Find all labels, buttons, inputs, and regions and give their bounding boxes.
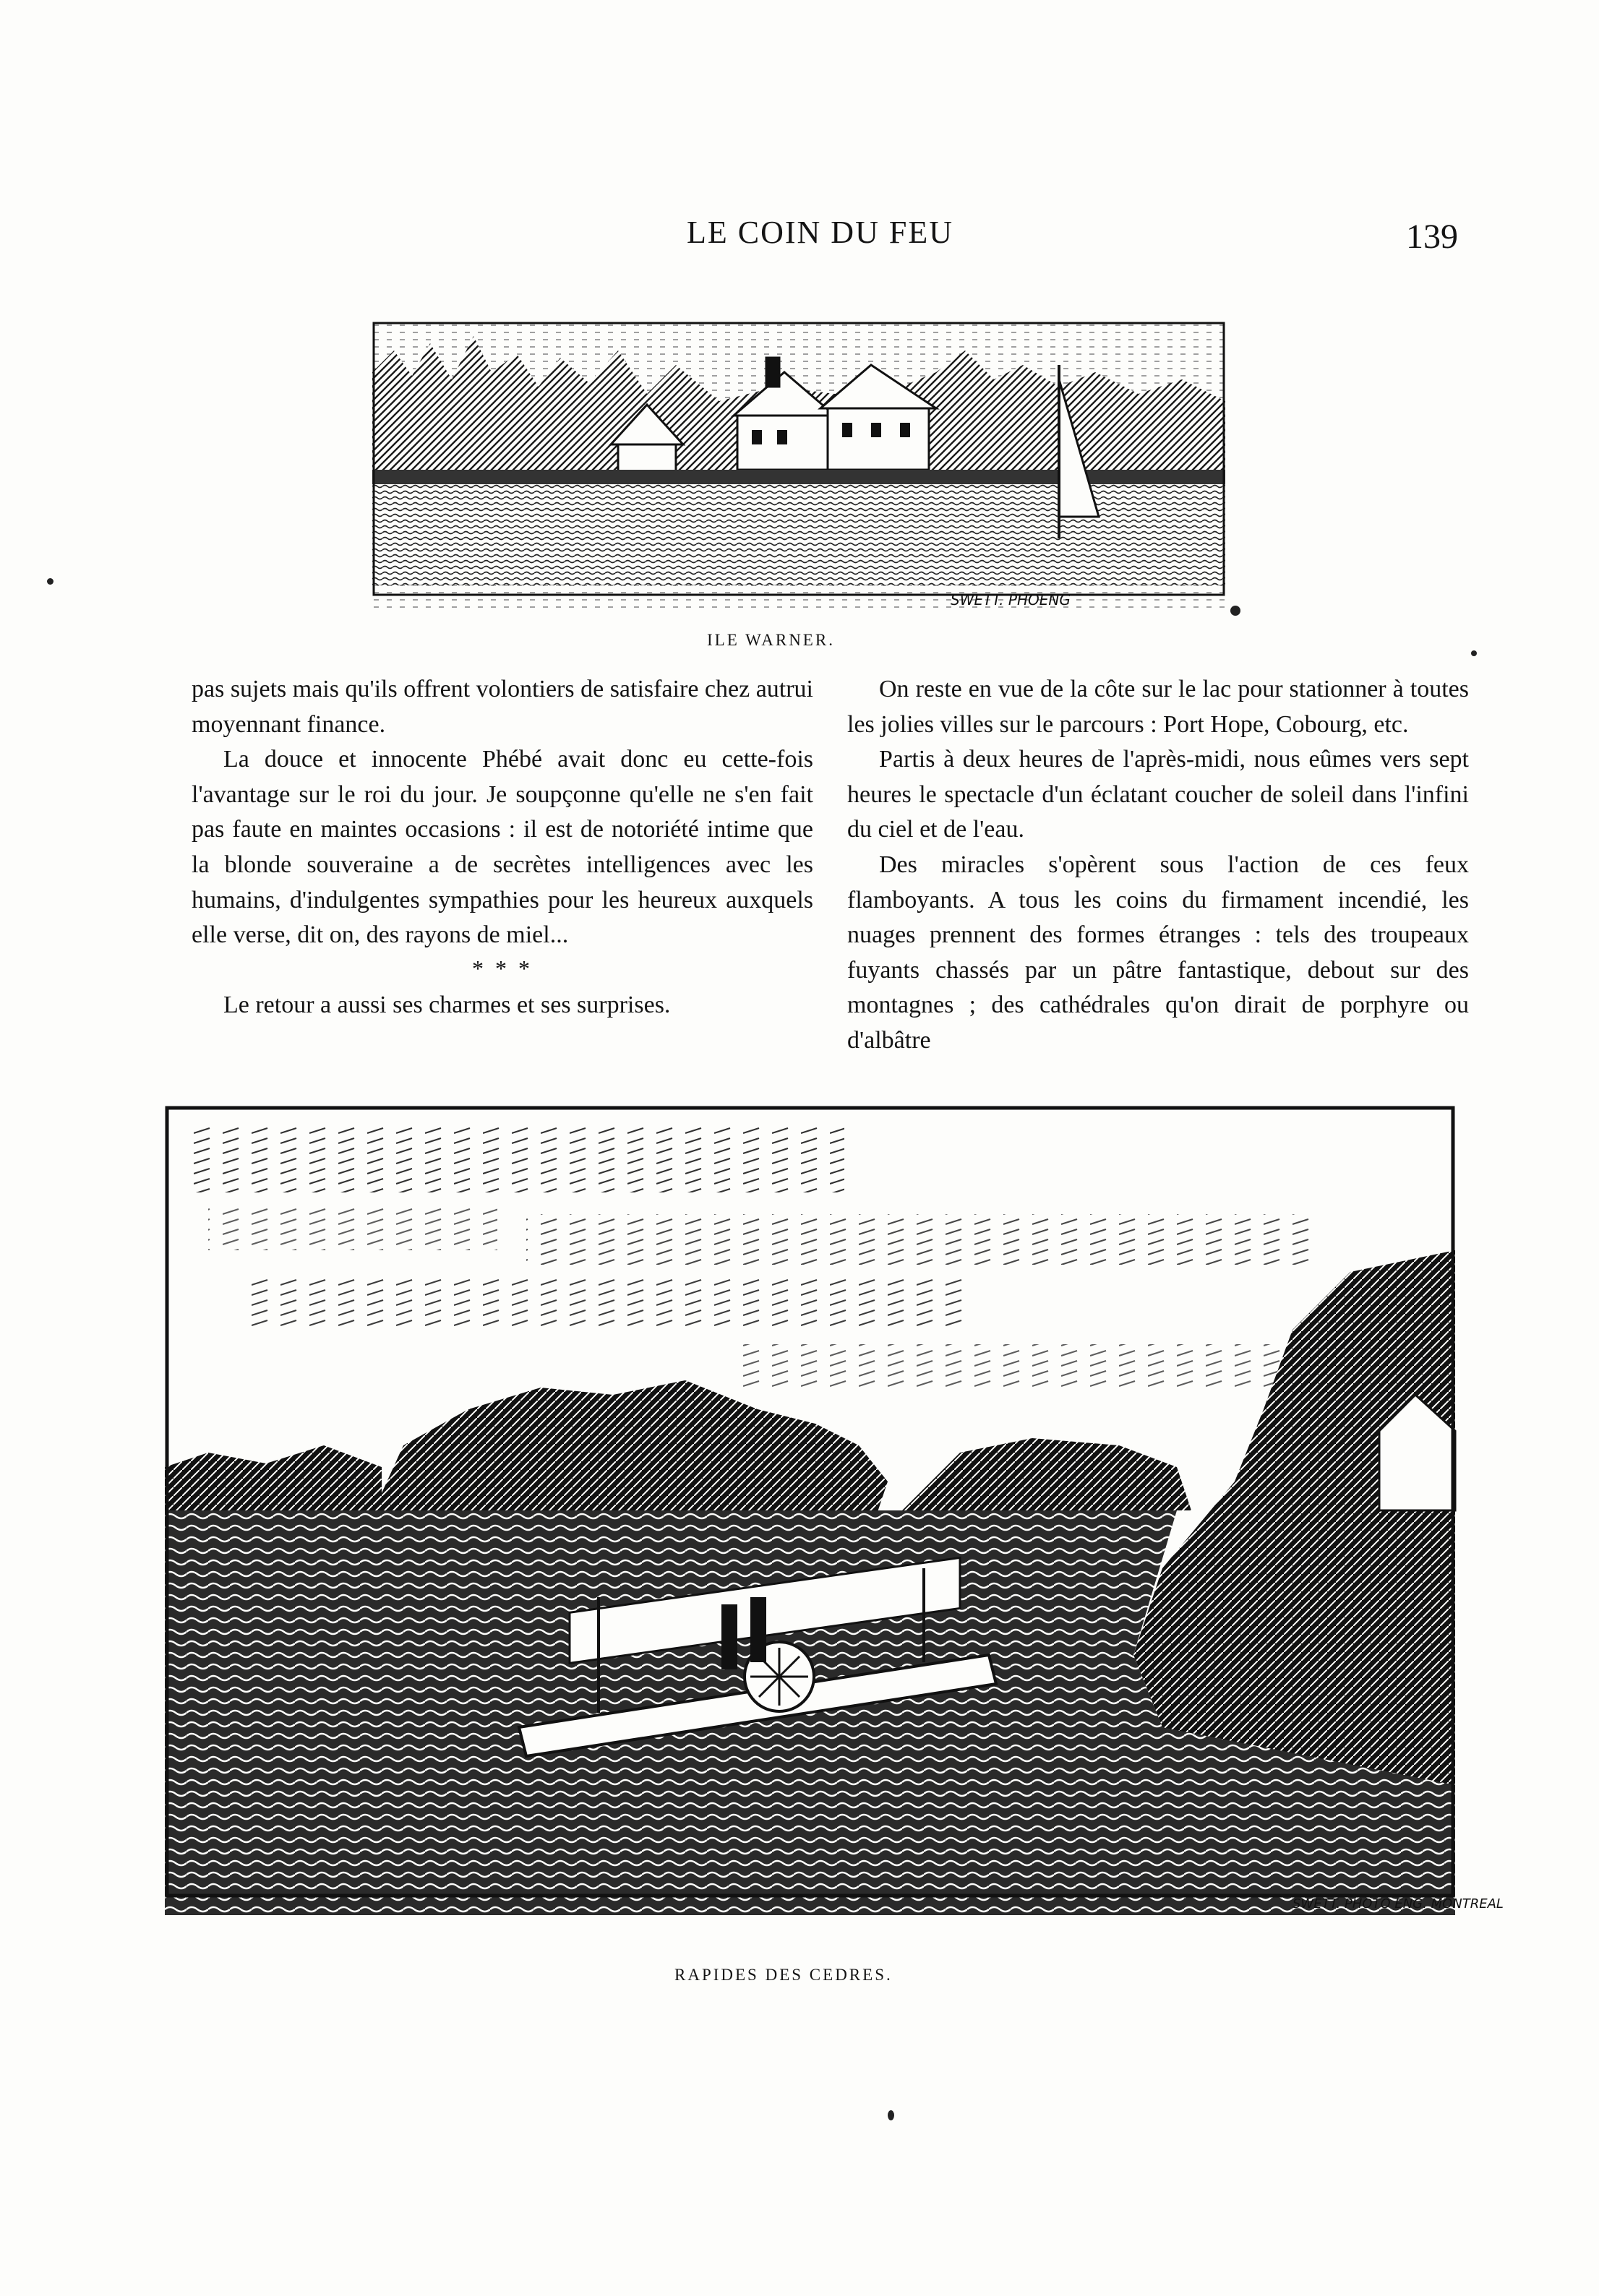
rapides-des-cedres-caption: RAPIDES DES CEDRES.: [674, 1966, 893, 1984]
left-paragraph-3: Le retour a aussi ses charmes et ses surprises.: [223, 991, 671, 1018]
margin-speck: [1471, 650, 1477, 656]
steamboat-engraving-icon: [165, 1106, 1504, 1915]
top-engraver-signature: SWETT. PHOENG: [951, 591, 1071, 609]
ile-warner-caption: ILE WARNER.: [707, 631, 835, 649]
right-paragraph-1: On reste en vue de la côte sur le lac pour stationner à toutes les jolies villes sur le parcours : Port Hope, Cobourg, etc.: [847, 676, 1469, 738]
page-number: 139: [1406, 218, 1458, 256]
bottom-engraver-signature: SWETT. PHOTO ENG. MONTREAL: [1293, 1896, 1504, 1912]
ile-warner-illustration: [372, 322, 1225, 611]
right-text-column: [847, 672, 1469, 1059]
margin-speck: [47, 578, 53, 585]
right-paragraph-3: Des miracles s'opèrent sous l'action de ces feux flamboyants. A tous les coins du firmament incendié, les nuages prennent des formes étranges : tels des troupeaux fuyants chassés par un pâtre fantastique, debout sur des montagnes ; des cathédrales qu'on dirait de porphyre ou d'albâtre: [847, 851, 1469, 1054]
margin-speck: [888, 2110, 894, 2120]
right-paragraph-2: Partis à deux heures de l'après-midi, nous eûmes vers sept heures le spectacle d'un éclatant coucher de soleil dans l'infini du ciel et de l'eau.: [847, 746, 1469, 843]
running-title: LE COIN DU FEU: [687, 215, 953, 250]
left-paragraph-2: La douce et innocente Phébé avait donc eu cette-fois l'avantage sur le roi du jour. Je soupçonne qu'elle ne s'en fait pas faute en maintes occasions : il est de notoriété intime que la blonde souveraine a de secrètes intelligences avec les humains, d'indulgentes sympathies pour les heureux auxquels elle verse, dit on, des rayons de miel...: [192, 746, 813, 949]
left-paragraph-1: pas sujets mais qu'ils offrent volontiers de satisfaire chez autrui moyennant finance.: [192, 676, 813, 738]
section-asterism: * * *: [472, 955, 533, 981]
rapides-des-cedres-illustration: [165, 1106, 1504, 1915]
left-text-column: [192, 672, 813, 1023]
island-engraving-icon: [372, 322, 1225, 611]
margin-speck: [1230, 606, 1240, 616]
